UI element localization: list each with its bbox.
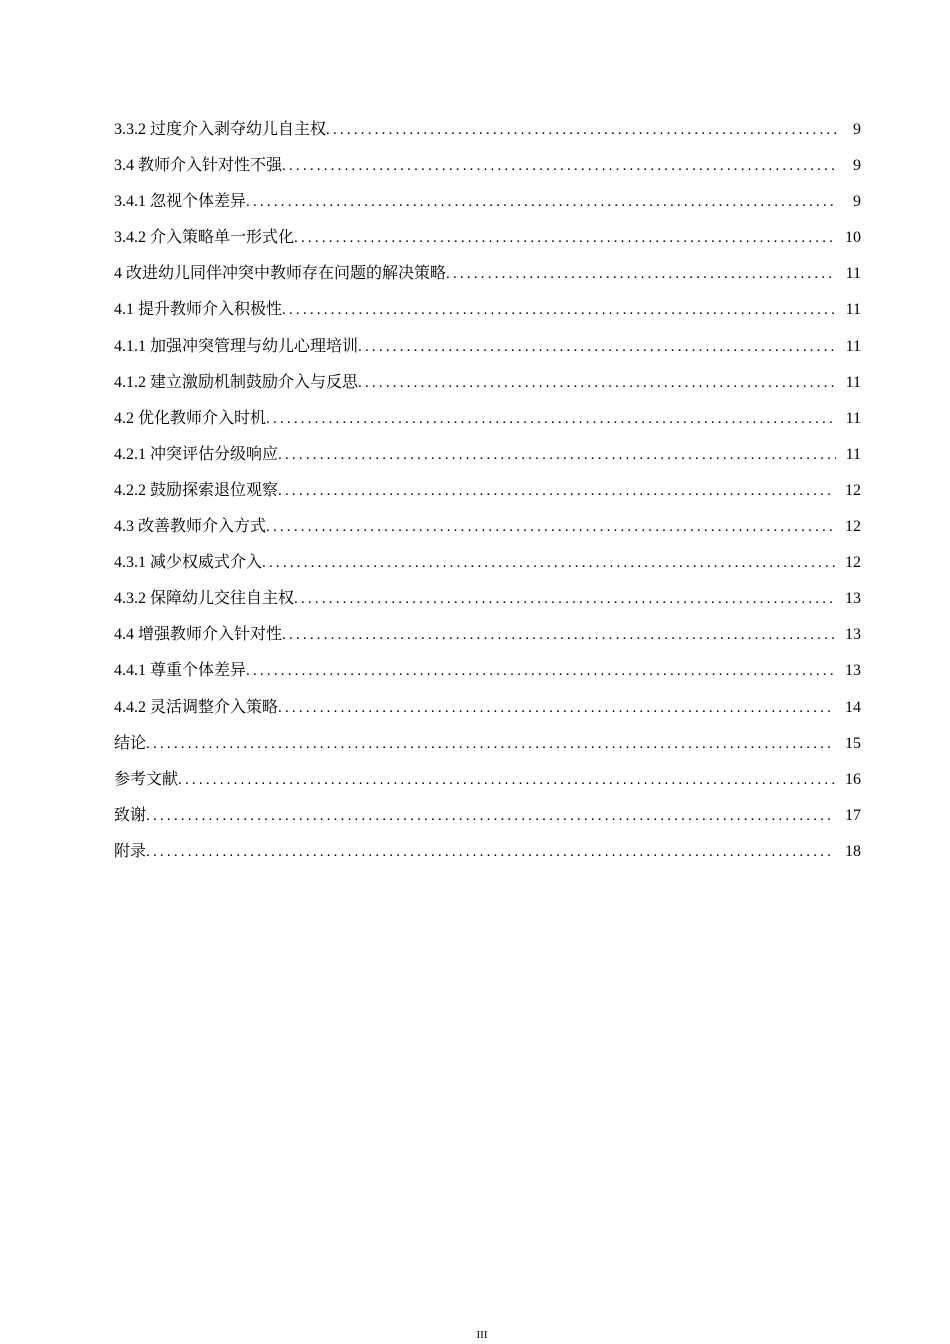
toc-dot-leader bbox=[146, 733, 835, 755]
toc-dot-leader bbox=[146, 805, 835, 827]
toc-entry[interactable] bbox=[114, 516, 861, 552]
toc-dot-leader bbox=[282, 155, 837, 177]
toc-entry-page: 17 bbox=[845, 806, 861, 824]
toc-entry-page: 13 bbox=[845, 626, 861, 644]
toc-entry-title: 4.1.1 加强冲突管理与幼儿心理培训 bbox=[114, 337, 359, 355]
toc-entry-title: 4.2.2 鼓励探索退位观察 bbox=[114, 481, 279, 499]
toc-entry-title: 3.3.2 过度介入剥夺幼儿自主权 bbox=[114, 121, 327, 138]
toc-entry[interactable] bbox=[114, 841, 861, 877]
toc-dot-leader bbox=[178, 769, 835, 791]
toc-entry[interactable] bbox=[114, 155, 861, 191]
toc-dot-leader bbox=[446, 263, 836, 285]
toc-entry-title: 结论 bbox=[114, 734, 147, 752]
toc-entry-title: 3.4.1 忽视个体差异 bbox=[114, 193, 247, 211]
toc-entry[interactable] bbox=[114, 191, 861, 227]
toc-entry-title: 4.1.2 建立激励机制鼓励介入与反思 bbox=[114, 373, 359, 391]
toc-entry-page: 15 bbox=[845, 734, 861, 752]
toc-entry-page: 12 bbox=[845, 554, 861, 572]
toc-entry-title: 4.1 提升教师介入积极性 bbox=[114, 301, 283, 319]
toc-entry[interactable] bbox=[114, 444, 861, 480]
toc-entry-page: 13 bbox=[845, 590, 861, 608]
toc-entry-page: 11 bbox=[845, 409, 861, 427]
toc-entry[interactable] bbox=[114, 372, 861, 408]
toc-entry-title: 4.2.1 冲突评估分级响应 bbox=[114, 445, 279, 463]
toc-entry-title: 4.3 改善教师介入方式 bbox=[114, 518, 267, 536]
toc-dot-leader bbox=[246, 660, 835, 682]
toc-entry-page: 11 bbox=[845, 445, 861, 463]
toc-dot-leader bbox=[358, 372, 836, 394]
toc-entry-title: 4.2 优化教师介入时机 bbox=[114, 409, 267, 427]
toc-entry-page: 9 bbox=[853, 157, 861, 175]
toc-entry-page: 11 bbox=[845, 373, 861, 391]
toc-entry[interactable] bbox=[114, 552, 861, 588]
toc-dot-leader bbox=[294, 227, 835, 249]
toc-entry-page: 9 bbox=[853, 193, 861, 211]
toc-dot-leader bbox=[266, 516, 835, 538]
toc-entry-title: 参考文献 bbox=[114, 770, 179, 788]
toc-dot-leader bbox=[282, 299, 836, 321]
toc-entry-page: 12 bbox=[845, 481, 861, 499]
toc-entry-title: 4.4.1 尊重个体差异 bbox=[114, 662, 247, 680]
toc-entry-page: 11 bbox=[845, 337, 861, 355]
toc-dot-leader bbox=[358, 336, 836, 358]
toc-entry[interactable] bbox=[114, 805, 861, 841]
toc-dot-leader bbox=[282, 624, 835, 646]
toc-entry[interactable] bbox=[114, 336, 861, 372]
toc-dot-leader bbox=[278, 697, 835, 719]
toc-entry-page: 12 bbox=[845, 518, 861, 536]
toc-entry-title: 附录 bbox=[114, 842, 147, 860]
toc-entry[interactable] bbox=[114, 660, 861, 696]
toc-entry-page: 18 bbox=[845, 842, 861, 860]
toc-entry[interactable] bbox=[114, 480, 861, 516]
toc-entry[interactable] bbox=[114, 733, 861, 769]
toc-dot-leader bbox=[278, 444, 836, 466]
toc-entry-title: 3.4 教师介入针对性不强 bbox=[114, 157, 283, 175]
toc-entry-page: 13 bbox=[845, 662, 861, 680]
toc-entry-title: 3.4.2 介入策略单一形式化 bbox=[114, 229, 295, 247]
toc-dot-leader bbox=[266, 408, 836, 430]
toc-dot-leader bbox=[262, 552, 835, 574]
table-of-contents bbox=[114, 119, 861, 877]
toc-entry-page: 11 bbox=[845, 301, 861, 319]
toc-entry-title: 致谢 bbox=[114, 806, 147, 824]
toc-entry[interactable] bbox=[114, 408, 861, 444]
toc-dot-leader bbox=[246, 191, 837, 213]
page-number: III bbox=[476, 1329, 488, 1341]
toc-entry-title: 4 改进幼儿同伴冲突中教师存在问题的解决策略 bbox=[114, 265, 447, 283]
toc-entry[interactable] bbox=[114, 697, 861, 733]
toc-entry-title: 4.3.2 保障幼儿交往自主权 bbox=[114, 590, 295, 608]
toc-entry-page: 11 bbox=[845, 265, 861, 283]
toc-dot-leader bbox=[294, 588, 835, 610]
toc-entry-title: 4.3.1 减少权威式介入 bbox=[114, 554, 263, 572]
toc-entry-page: 14 bbox=[845, 698, 861, 716]
toc-entry-page: 10 bbox=[845, 229, 861, 247]
toc-entry-page: 9 bbox=[853, 121, 861, 138]
toc-entry-title: 4.4.2 灵活调整介入策略 bbox=[114, 698, 279, 716]
toc-entry[interactable] bbox=[114, 624, 861, 660]
toc-entry[interactable] bbox=[114, 299, 861, 335]
toc-dot-leader bbox=[326, 119, 837, 141]
toc-entry-page: 16 bbox=[845, 770, 861, 788]
toc-dot-leader bbox=[278, 480, 835, 502]
toc-entry[interactable] bbox=[114, 119, 861, 155]
toc-entry[interactable] bbox=[114, 263, 861, 299]
toc-entry[interactable] bbox=[114, 769, 861, 805]
toc-entry-title: 4.4 增强教师介入针对性 bbox=[114, 626, 283, 644]
toc-entry[interactable] bbox=[114, 588, 861, 624]
toc-dot-leader bbox=[146, 841, 835, 863]
toc-entry[interactable] bbox=[114, 227, 861, 263]
